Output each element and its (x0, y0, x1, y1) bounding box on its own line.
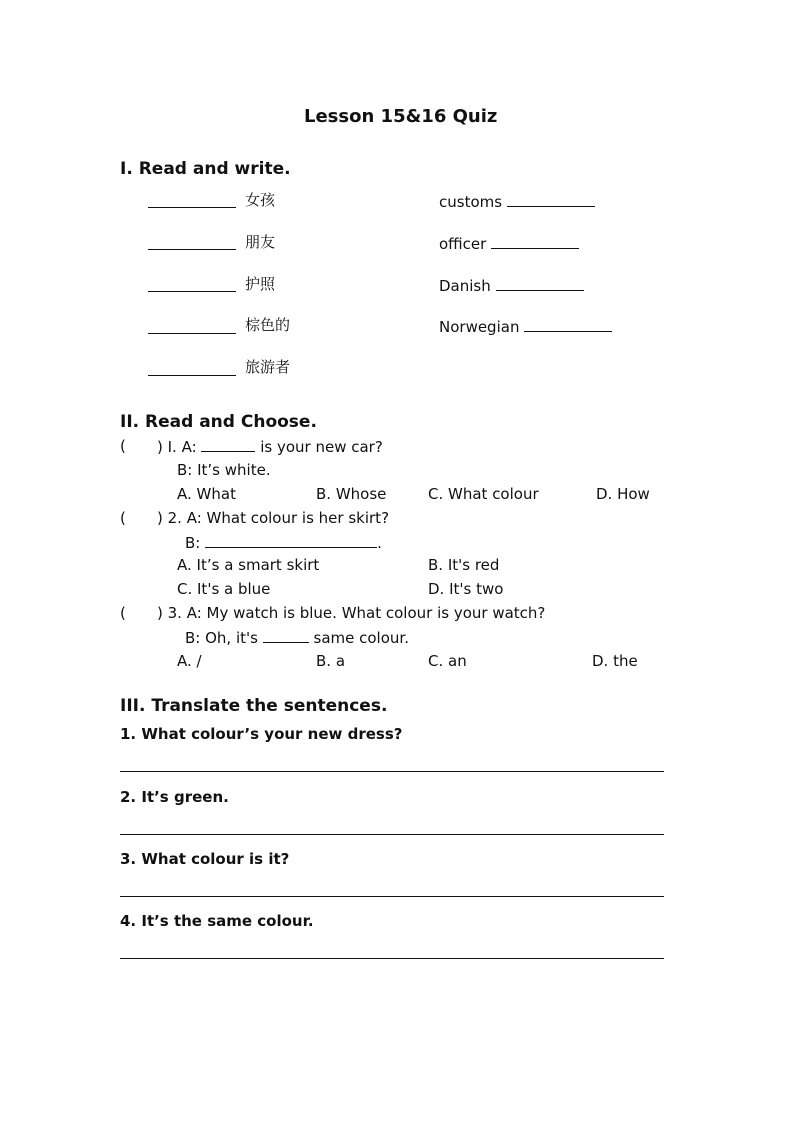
q1-question: ) I. A: is your new car? (157, 438, 383, 456)
q1-answer-line: B: It’s white. (177, 461, 271, 479)
q2-answer-line: B: . (185, 534, 382, 552)
chinese-word-girl: 女孩 (245, 191, 276, 209)
q2-option-c: C. It's a blue (177, 580, 271, 598)
q1-option-c: C. What colour (428, 485, 539, 503)
translate-answer-line-3[interactable] (120, 896, 664, 897)
english-word-customs: customs (439, 192, 595, 211)
q1-option-d: D. How (596, 485, 650, 503)
answer-blank-danish[interactable] (496, 276, 584, 291)
q3-option-c: C. an (428, 652, 467, 670)
chinese-word-tourist: 旅游者 (245, 358, 291, 376)
answer-blank-friend[interactable] (148, 235, 236, 254)
translate-answer-line-1[interactable] (120, 771, 664, 772)
english-word-norwegian: Norwegian (439, 317, 612, 336)
translate-answer-line-4[interactable] (120, 958, 664, 959)
q3-blank[interactable] (263, 628, 309, 643)
q2-blank[interactable] (205, 533, 377, 548)
answer-blank-customs[interactable] (507, 192, 595, 207)
translate-answer-line-2[interactable] (120, 834, 664, 835)
chinese-word-passport: 护照 (245, 275, 276, 293)
section-1-heading: I. Read and write. (120, 159, 291, 179)
translate-item-4: 4. It’s the same colour. (120, 912, 314, 930)
q2-question: ) 2. A: What colour is her skirt? (157, 509, 390, 527)
section-3-heading: III. Translate the sentences. (120, 696, 388, 716)
translate-item-3: 3. What colour is it? (120, 850, 290, 868)
answer-blank-officer[interactable] (491, 234, 579, 249)
q2-option-b: B. It's red (428, 556, 500, 574)
q3-option-b: B. a (316, 652, 346, 670)
page-title: Lesson 15&16 Quiz (304, 106, 498, 127)
translate-item-1: 1. What colour’s your new dress? (120, 725, 403, 743)
section-2-heading: II. Read and Choose. (120, 412, 317, 432)
answer-blank-brown[interactable] (148, 319, 236, 338)
answer-blank-girl[interactable] (148, 193, 236, 212)
translate-item-2: 2. It’s green. (120, 788, 229, 806)
q1-option-a: A. What (177, 485, 236, 503)
q3-answer-bracket[interactable]: ( (120, 604, 126, 622)
english-word-officer: officer (439, 234, 579, 253)
answer-blank-passport[interactable] (148, 277, 236, 296)
answer-blank-tourist[interactable] (148, 361, 236, 380)
q2-option-d: D. It's two (428, 580, 504, 598)
chinese-word-brown: 棕色的 (245, 316, 291, 334)
answer-blank-norwegian[interactable] (524, 317, 612, 332)
q3-question: ) 3. A: My watch is blue. What colour is your watch? (157, 604, 546, 622)
q2-option-a: A. It’s a smart skirt (177, 556, 320, 574)
q3-option-d: D. the (592, 652, 638, 670)
q3-answer-line: B: Oh, it's same colour. (185, 629, 409, 647)
q2-answer-bracket[interactable]: ( (120, 509, 126, 527)
q1-blank[interactable] (201, 437, 255, 452)
english-word-danish: Danish (439, 276, 584, 295)
q3-option-a: A. / (177, 652, 202, 670)
q1-answer-bracket[interactable]: ( (120, 437, 126, 455)
chinese-word-friend: 朋友 (245, 233, 276, 251)
q1-option-b: B. Whose (316, 485, 387, 503)
